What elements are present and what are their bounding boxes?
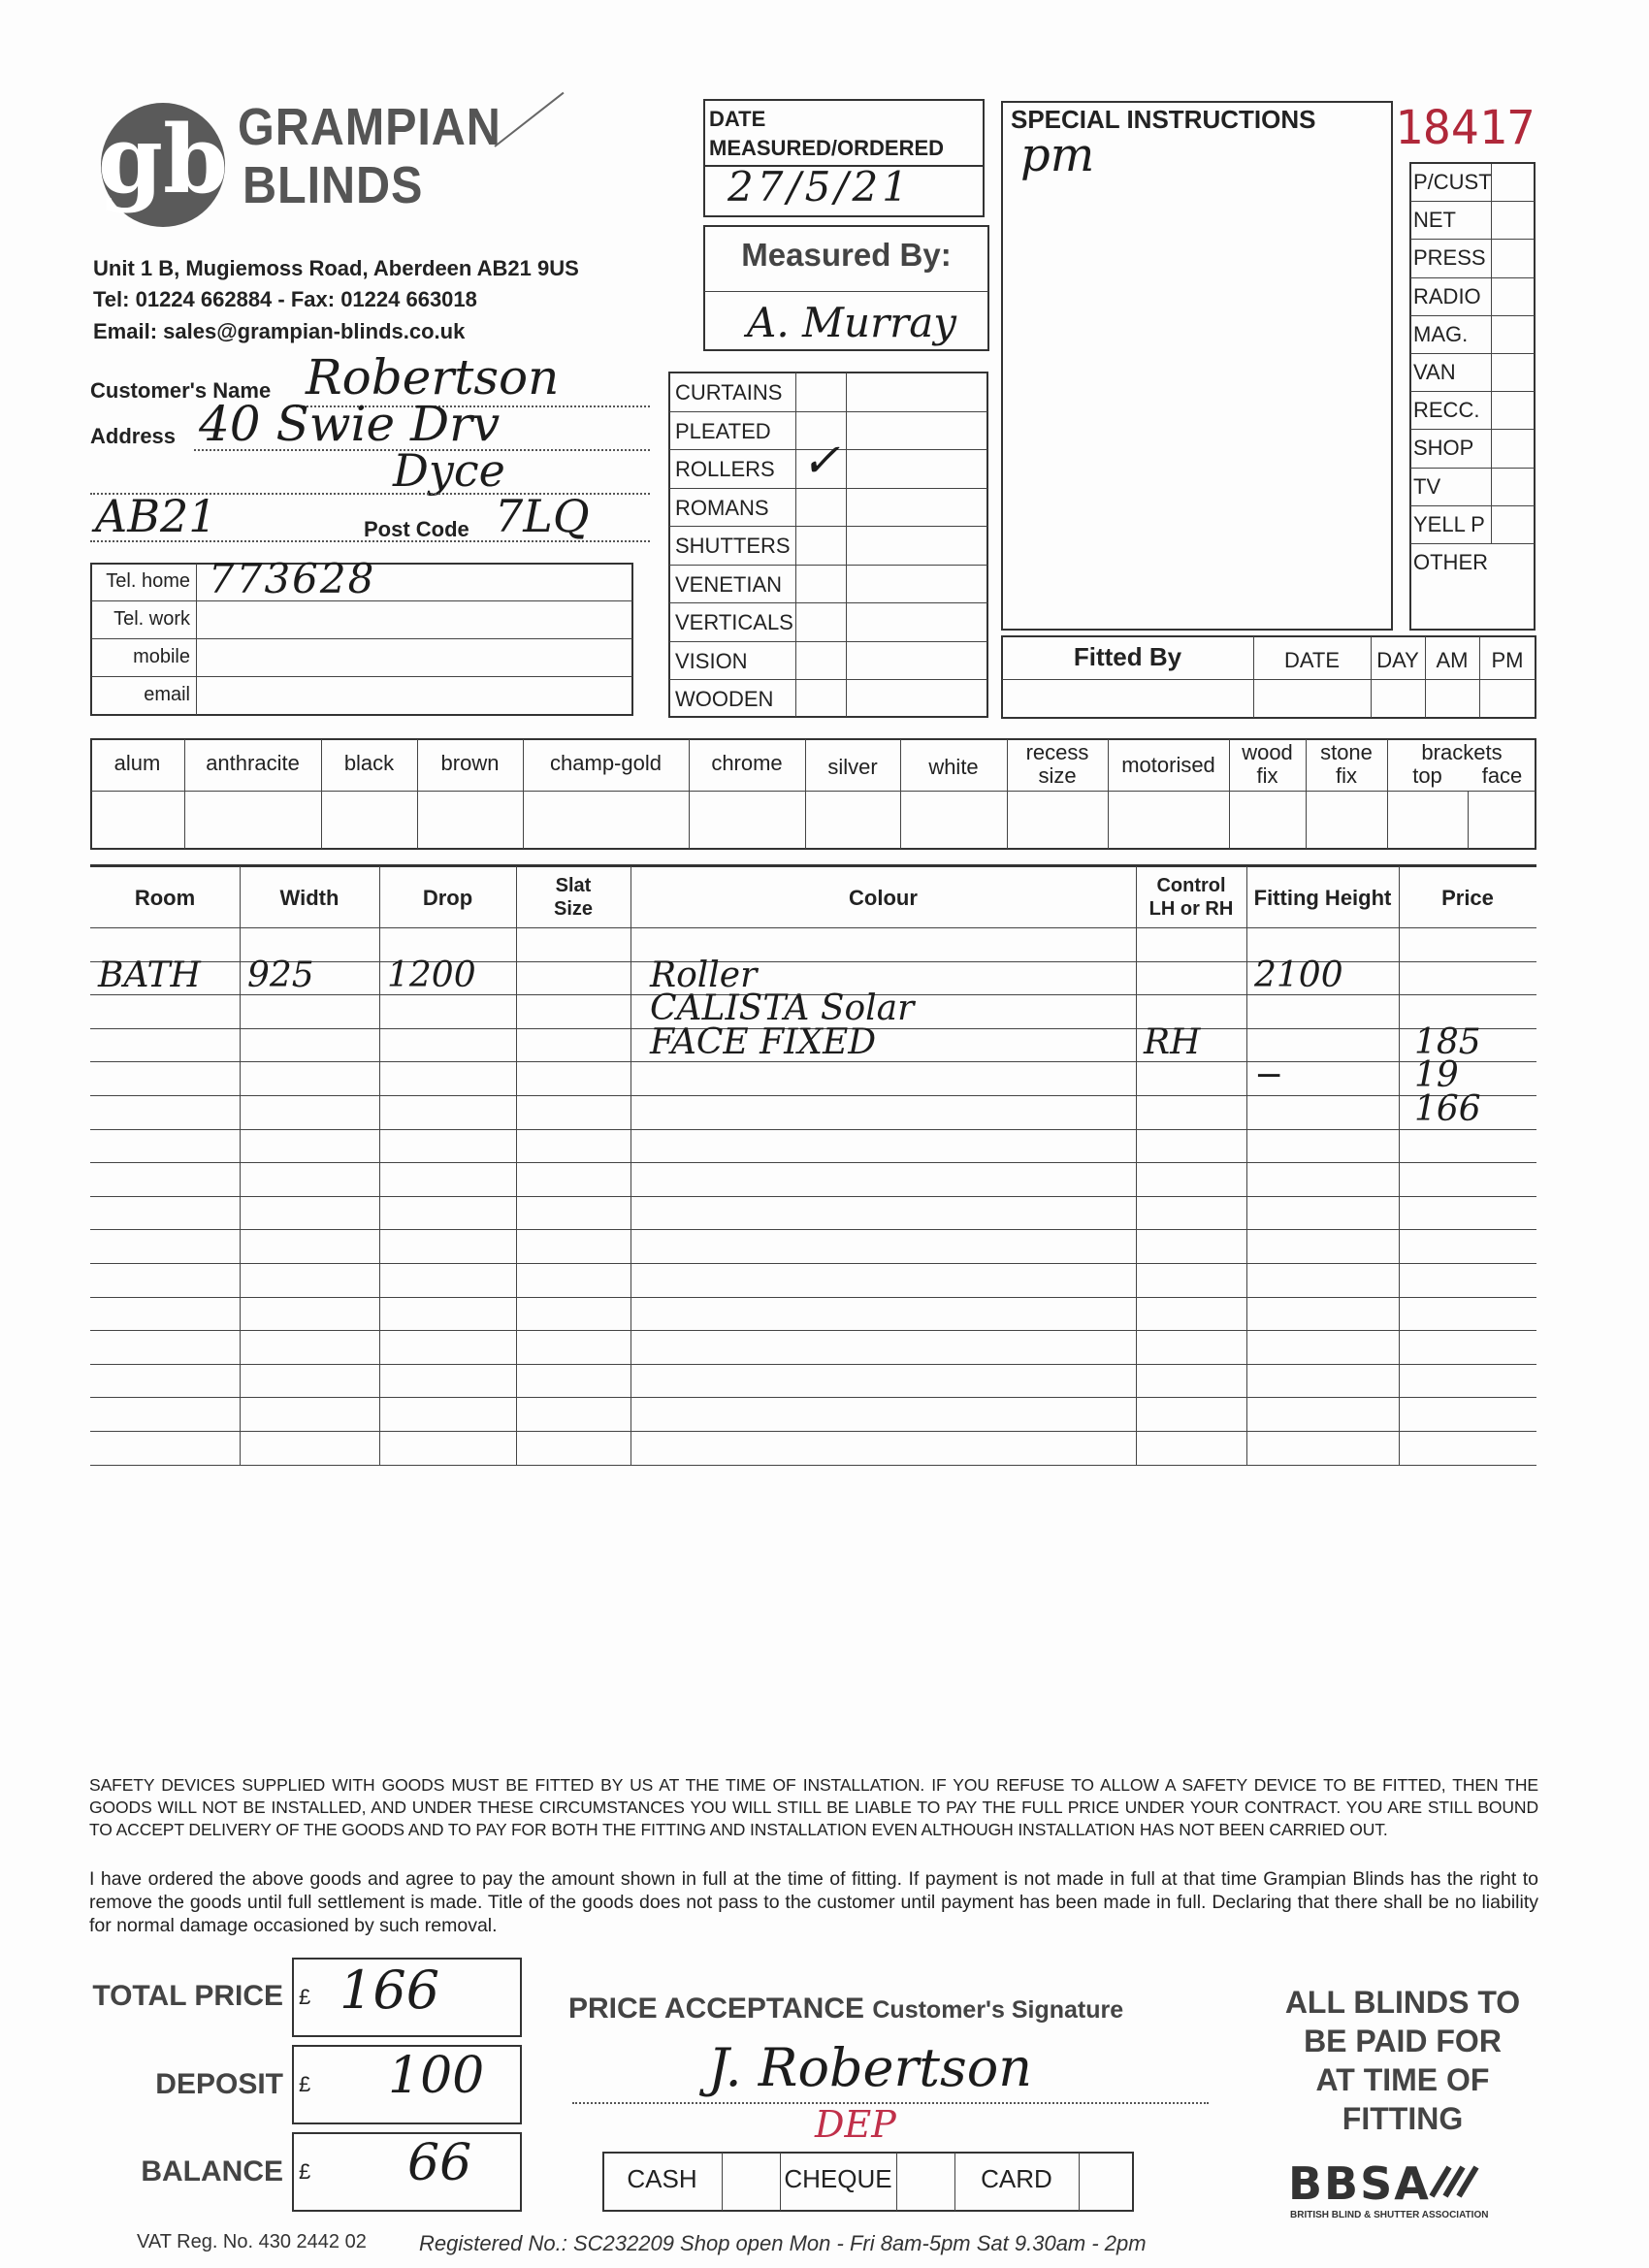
balance-value[interactable]: 66: [407, 2134, 472, 2192]
table-row-divider: [90, 1263, 1536, 1264]
total-currency: £: [299, 1985, 311, 2009]
company-logo: [95, 95, 231, 231]
drop-header: Drop: [422, 886, 473, 910]
blind-type-verticals-label: VERTICALS: [675, 610, 793, 634]
table-row-divider: [90, 1465, 1536, 1466]
finish-silver-checkbox[interactable]: [807, 793, 898, 847]
blind-type-rollers-label: ROLLERS: [675, 457, 775, 481]
payment-cheque-checkbox[interactable]: [898, 2154, 953, 2210]
table-cell-price[interactable]: 185: [1414, 1021, 1481, 1062]
order-number: 18417: [1395, 101, 1536, 155]
company-name-line2: BLINDS: [242, 156, 424, 214]
table-row-divider: [90, 1364, 1536, 1365]
slat-size-header-line2: Size: [553, 898, 594, 920]
finish-black-label: black: [343, 751, 395, 775]
source-yellp-checkbox[interactable]: [1492, 506, 1535, 542]
source-pcust-checkbox[interactable]: [1492, 164, 1535, 200]
safety-terms: SAFETY DEVICES SUPPLIED WITH GOODS MUST BE FITTED BY US AT THE TIME OF INSTALLATION. IF YOU REFUSE TO ALLOW A SAFETY DEVICE TO BE FITTED, THEN THE GOODS WILL NOT BE INSTALLED, AND UNDER THESE CIRCUMSTANCES YOU WILL STILL BE LIABLE TO PAY THE FULL PRICE UNDER YOUR CONTRACT. YOU ARE STILL BOUND TO ACCEPT DELIVERY OF THE GOODS AND TO PAY FOR BOTH THE FITTING AND INSTALLATION EVEN ALTHOUGH INSTALLATION HAS NOT BEEN CARRIED OUT.: [89, 1775, 1538, 1839]
blind-type-shutters-label: SHUTTERS: [675, 534, 791, 558]
table-row-divider: [90, 1431, 1536, 1432]
finish-champ-gold-checkbox[interactable]: [525, 793, 687, 847]
finish-black-checkbox[interactable]: [323, 793, 415, 847]
address-line3-value[interactable]: AB21: [95, 490, 217, 542]
payment-card-label: CARD: [981, 2164, 1052, 2193]
payment-card-checkbox[interactable]: [1081, 2154, 1132, 2210]
table-row-divider: [90, 1196, 1536, 1197]
blind-type-romans-label: ROMANS: [675, 495, 769, 520]
tel-home-value[interactable]: 773628: [209, 555, 376, 602]
bbsa-logo: BBSA: [1288, 2157, 1431, 2210]
notice-line3: AT TIME OF: [1315, 2062, 1490, 2097]
payment-cheque-label: CHEQUE: [784, 2164, 892, 2193]
fitted-pm-label: PM: [1491, 648, 1524, 672]
source-press-label: PRESS: [1413, 245, 1486, 271]
postcode-label: Post Code: [364, 517, 469, 541]
table-row: [90, 1089, 1536, 1129]
tel-home-label: Tel. home: [106, 570, 190, 592]
address-line2-value[interactable]: Dyce: [393, 444, 505, 497]
table-cell-colour[interactable]: CALISTA Solar: [650, 988, 915, 1029]
finish-chrome-label: chrome: [711, 751, 783, 775]
blind-type-divider: [669, 641, 987, 642]
payment-cash-label: CASH: [627, 2164, 697, 2193]
logo-mark-icon: [95, 95, 231, 231]
source-other-label: OTHER: [1413, 550, 1488, 574]
blind-type-divider: [669, 488, 987, 489]
table-cell-width[interactable]: 925: [247, 955, 314, 995]
blind-type-rollers-checkbox[interactable]: ✓: [801, 434, 841, 488]
balance-label: BALANCE: [141, 2155, 283, 2187]
source-mag-label: MAG.: [1413, 321, 1469, 346]
source-van-checkbox[interactable]: [1492, 354, 1535, 390]
blind-type-divider: [669, 411, 987, 412]
table-cell-fitting[interactable]: −: [1254, 1055, 1284, 1096]
measured-by-value[interactable]: A. Murray: [747, 299, 957, 346]
payment-cash-checkbox[interactable]: [724, 2154, 778, 2210]
special-instructions-label: SPECIAL INSTRUCTIONS: [1011, 105, 1316, 134]
finish-silver-label: silver: [827, 755, 878, 779]
payment-terms: I have ordered the above goods and agree to pay the amount shown in full at the time of fitting. If payment is not made in full at that time Grampian Blinds has the right to remove the goods until full settlement is made. Title of the goods does not pass to the customer until payment has been made in full. Declaring that there shall be no liability for normal damage occasioned by such removal.: [89, 1868, 1538, 1936]
deposit-value[interactable]: 100: [388, 2047, 485, 2105]
deposit-label: DEPOSIT: [155, 2068, 283, 2100]
total-price-value[interactable]: 166: [340, 1960, 440, 2021]
source-pcust-label: P/CUST: [1413, 170, 1492, 194]
source-shop-checkbox[interactable]: [1492, 430, 1535, 466]
notice-line4: FITTING: [1342, 2101, 1464, 2136]
slat-size-header-line1: Slat: [555, 875, 592, 896]
blind-type-divider: [669, 565, 987, 566]
table-cell-fitting[interactable]: 2100: [1254, 955, 1343, 995]
room-header: Room: [134, 886, 196, 910]
source-tv-checkbox[interactable]: [1492, 469, 1535, 504]
balance-currency: £: [299, 2159, 311, 2184]
tel-work-label: Tel. work: [113, 608, 190, 630]
vat-number: VAT Reg. No. 430 2442 02: [137, 2231, 367, 2252]
table-row-divider: [90, 1297, 1536, 1298]
postcode-value[interactable]: 7LQ: [495, 490, 590, 542]
table-row: [90, 1055, 1536, 1096]
address-line3: [90, 540, 650, 542]
finish-motorised-label: motorised: [1121, 753, 1215, 777]
table-cell-price[interactable]: 166: [1414, 1089, 1481, 1129]
company-tel-fax: Tel: 01224 662884 - Fax: 01224 663018: [93, 287, 477, 311]
source-net-checkbox[interactable]: [1492, 202, 1535, 238]
finish-wood-fix-line1: wood: [1242, 740, 1293, 764]
company-email: Email: sales@grampian-blinds.co.uk: [93, 319, 466, 343]
table-cell-room[interactable]: BATH: [98, 955, 201, 995]
source-press-checkbox[interactable]: [1492, 240, 1535, 275]
finish-brackets-top-label: top: [1412, 763, 1442, 788]
finish-brown-label: brown: [440, 751, 500, 775]
finish-champ-gold-label: champ-gold: [550, 751, 662, 775]
table-cell-control[interactable]: RH: [1144, 1021, 1201, 1062]
mobile-label: mobile: [133, 646, 190, 667]
finish-white-label: white: [928, 755, 979, 779]
table-row-divider: [90, 1229, 1536, 1230]
deposit-currency: £: [299, 2072, 311, 2096]
source-yellp-label: YELL P: [1413, 511, 1485, 536]
fitted-date-label: DATE: [1283, 648, 1341, 672]
deposit-note: DEP: [815, 2103, 896, 2146]
fitted-day-label: DAY: [1376, 648, 1419, 672]
finish-brackets-label: brackets: [1421, 740, 1503, 764]
source-tv-label: TV: [1413, 473, 1441, 499]
date-label: DATE: [709, 107, 766, 131]
table-cell-colour[interactable]: Roller: [650, 955, 758, 995]
source-net-label: NET: [1413, 208, 1456, 233]
finish-recess-size-line2: size: [1038, 763, 1077, 788]
customer-name-label: Customer's Name: [90, 378, 272, 403]
blind-type-venetian-label: VENETIAN: [675, 571, 783, 597]
table-row-divider: [90, 1397, 1536, 1398]
items-table-top-border: [90, 864, 1536, 867]
table-cell-colour[interactable]: FACE FIXED: [650, 1021, 877, 1062]
registered-number: Registered No.: SC232209 Shop open Mon - Fri 8am-5pm Sat 9.30am - 2pm: [419, 2231, 1147, 2255]
phone-box-divider: [196, 564, 197, 715]
price-acceptance-title: [568, 1993, 1123, 2025]
bbsa-tagline: BRITISH BLIND & SHUTTER ASSOCIATION: [1290, 2210, 1489, 2220]
finish-brown-checkbox[interactable]: [419, 793, 521, 847]
blind-type-wooden-label: WOODEN: [675, 687, 774, 711]
colour-header: Colour: [849, 886, 918, 910]
date-value[interactable]: 27/5/21: [728, 163, 912, 211]
finish-divider: [1468, 791, 1469, 849]
control-header-line1: Control: [1156, 875, 1226, 896]
measured-by-label: Measured By:: [741, 237, 952, 273]
special-instructions-value[interactable]: pm: [1020, 128, 1095, 182]
finish-chrome-checkbox[interactable]: [691, 793, 803, 847]
source-shop-label: SHOP: [1413, 436, 1474, 461]
table-cell-drop[interactable]: 1200: [387, 955, 476, 995]
email-label: email: [144, 684, 190, 705]
logo-slash-mark: [494, 92, 564, 147]
finish-wood-fix-line2: fix: [1256, 763, 1278, 788]
total-price-label: TOTAL PRICE: [92, 1980, 283, 2012]
finish-stone-fix-line1: stone: [1320, 740, 1373, 764]
price-acceptance-label: PRICE ACCEPTANCE: [568, 1993, 865, 2025]
fitted-by-label: Fitted By: [1073, 642, 1182, 671]
customer-name-value[interactable]: Robertson: [306, 349, 560, 405]
company-address: Unit 1 B, Mugiemoss Road, Aberdeen AB21 9US: [93, 256, 579, 280]
blind-type-pleated-label: PLEATED: [675, 418, 771, 443]
table-row-divider: [90, 1129, 1536, 1130]
control-header-line2: LH or RH: [1148, 898, 1234, 920]
payment-divider: [722, 2153, 723, 2211]
blind-type-vision-label: VISION: [675, 648, 748, 673]
blind-type-divider: [669, 679, 987, 680]
payment-notice: [1251, 1983, 1554, 2138]
finish-alum-label: alum: [113, 751, 161, 775]
fitting-height-header: Fitting Height: [1253, 886, 1392, 910]
company-name-line1: GRAMPIAN: [238, 98, 501, 156]
bbsa-stripes-icon: [1422, 2165, 1509, 2198]
table-cell-price[interactable]: 19: [1414, 1055, 1459, 1096]
finish-alum-checkbox[interactable]: [92, 793, 182, 847]
finish-stone-fix-line2: fix: [1336, 763, 1357, 788]
finish-brackets-face-label: face: [1481, 763, 1523, 788]
address-line1-value[interactable]: 40 Swie Drv: [199, 396, 501, 452]
source-recc-checkbox[interactable]: [1492, 392, 1535, 428]
logo-mark-text: gb: [97, 105, 229, 214]
finish-anthracite-label: anthracite: [206, 751, 300, 775]
measured-ordered-label: MEASURED/ORDERED: [709, 136, 945, 160]
source-mag-checkbox[interactable]: [1492, 316, 1535, 352]
fitted-am-label: AM: [1436, 648, 1469, 672]
table-row-divider: [90, 1162, 1536, 1163]
width-header: Width: [279, 886, 340, 910]
source-radio-label: RADIO: [1413, 283, 1481, 308]
finish-white-checkbox[interactable]: [902, 793, 1005, 847]
payment-divider: [1079, 2153, 1080, 2211]
blind-type-divider: [669, 526, 987, 527]
table-row-divider: [90, 1330, 1536, 1331]
customer-signature-label: Customer's Signature: [872, 1996, 1124, 2024]
notice-line2: BE PAID FOR: [1304, 2024, 1502, 2058]
source-recc-label: RECC.: [1413, 398, 1480, 423]
customer-signature[interactable]: J. Robertson: [708, 2037, 1032, 2098]
price-header: Price: [1441, 886, 1494, 910]
finish-recess-size-line1: recess: [1025, 740, 1089, 764]
blind-type-divider: [669, 602, 987, 603]
source-van-label: VAN: [1413, 360, 1456, 384]
finish-anthracite-checkbox[interactable]: [186, 793, 319, 847]
source-row-divider: [1410, 543, 1535, 544]
notice-line1: ALL BLINDS TO: [1284, 1985, 1521, 2020]
address-label: Address: [90, 424, 177, 448]
source-radio-checkbox[interactable]: [1492, 278, 1535, 314]
blind-type-curtains-label: CURTAINS: [675, 380, 783, 405]
payment-divider: [896, 2153, 897, 2211]
